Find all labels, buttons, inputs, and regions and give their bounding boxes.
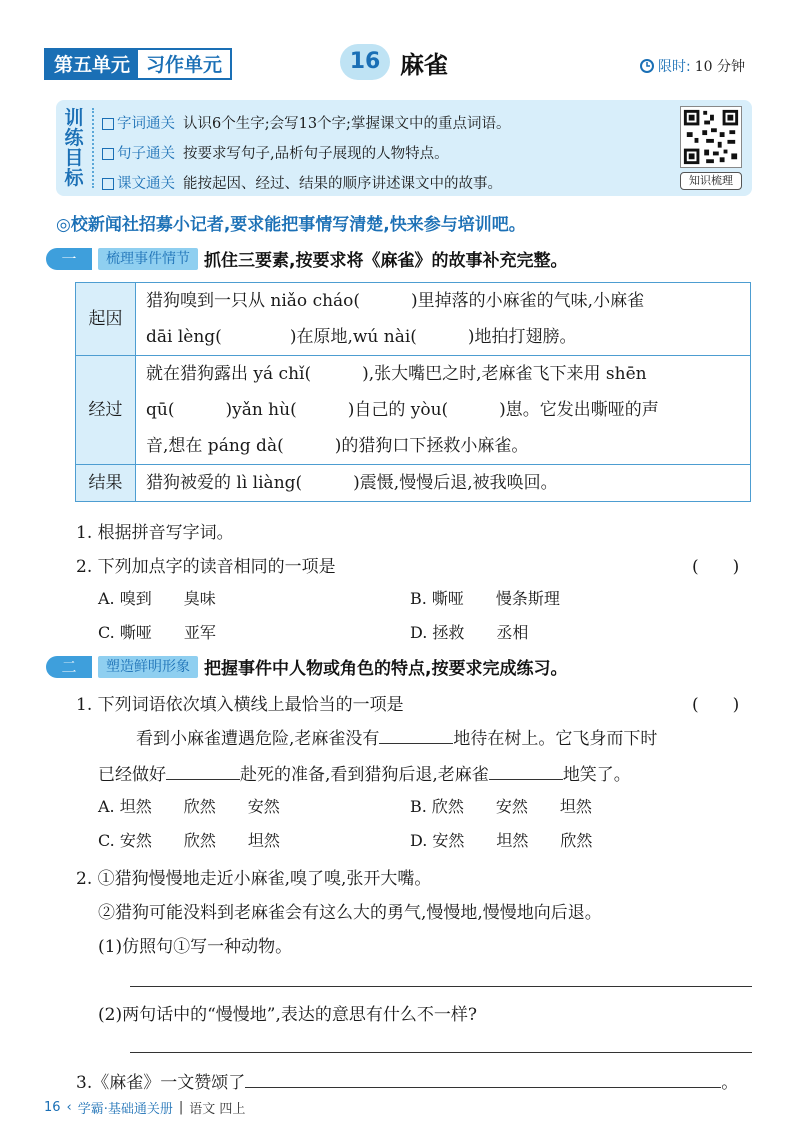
option-d[interactable]: D. 拯救 丞相 <box>410 623 529 642</box>
section-title: 抓住三要素,按要求将《麻雀》的故事补充完整。 <box>204 251 568 271</box>
training-label-char: 目 <box>64 147 84 169</box>
sub-question-1: (1)仿照句①写一种动物。 <box>98 937 293 957</box>
option-b[interactable]: B. 嘶哑 慢条斯理 <box>410 589 560 608</box>
question-2: 2. ①猎狗慢慢地走近小麻雀,嗅了嗅,张开大嘴。 <box>76 869 432 889</box>
page-title: 麻雀 <box>400 50 448 79</box>
row-line[interactable]: dāi lèng( )在原地,wú nài( )地拍打翅膀。 <box>146 327 577 347</box>
time-limit-value: 10 分钟 <box>694 59 745 75</box>
row-line[interactable]: 猎狗被爱的 lì liàng( )震慑,慢慢后退,被我唤回。 <box>146 473 558 493</box>
time-limit-label: 限时: <box>658 59 691 75</box>
goal-item <box>102 172 502 193</box>
row-line[interactable]: 音,想在 páng dà( )的猎狗口下拯救小麻雀。 <box>146 436 529 456</box>
goal-tag[interactable]: 字词通关 <box>102 112 175 133</box>
answer-line[interactable] <box>245 1070 721 1088</box>
divider <box>92 108 94 188</box>
lesson-number: 16 <box>340 44 390 80</box>
checkbox-icon[interactable] <box>102 148 114 160</box>
option-b[interactable]: B. 欣然 安然 坦然 <box>410 797 592 816</box>
passage-line: 看到小麻雀遭遇危险,老麻雀没有 地待在树上。它飞身而下时 <box>136 724 657 749</box>
section-number: 一 <box>46 248 92 270</box>
answer-line[interactable] <box>130 986 752 987</box>
section-tag: 塑造鲜明形象 <box>98 656 198 678</box>
question-2: 2. 下列加点字的读音相同的一项是 <box>76 557 336 577</box>
lesson-heading <box>340 44 448 80</box>
goal-text: 能按起因、经过、结果的顺序讲述课文中的故事。 <box>183 176 502 192</box>
qr-code-icon[interactable] <box>680 106 742 168</box>
row-header: 结果 <box>76 465 136 502</box>
goal-text: 按要求写句子,品析句子展现的人物特点。 <box>183 146 449 162</box>
goal-item <box>102 142 449 163</box>
training-goals <box>56 100 752 196</box>
footer <box>44 1098 245 1117</box>
goal-text: 认识6个生字;会写13个字;掌握课文中的重点词语。 <box>183 116 511 132</box>
row-line[interactable]: 就在猎狗露出 yá chǐ( ),张大嘴巴之时,老麻雀飞下来用 shēn <box>146 364 647 384</box>
chevron-left-icon: ‹ <box>66 1100 72 1115</box>
option-c[interactable]: C. 嘶哑 亚军 <box>98 623 216 642</box>
passage-line: 已经做好 赴死的准备,看到猎狗后退,老麻雀 地笑了。 <box>98 760 631 785</box>
row-content <box>136 356 751 465</box>
question-3: 3.《麻雀》一文赞颂了 。 <box>76 1068 738 1093</box>
qr-label: 知识梳理 <box>680 172 742 190</box>
fill-blank[interactable] <box>166 762 240 780</box>
option-d[interactable]: D. 安然 坦然 欣然 <box>410 831 593 850</box>
checkbox-icon[interactable] <box>102 118 114 130</box>
answer-paren[interactable]: ( ) <box>692 695 740 715</box>
story-table <box>75 282 751 502</box>
fill-blank[interactable] <box>379 726 453 744</box>
fill-blank[interactable] <box>489 762 563 780</box>
training-label-char: 练 <box>64 127 84 149</box>
training-label-char: 标 <box>64 167 84 189</box>
row-content <box>136 283 751 356</box>
subject-label: 语文 四上 <box>189 1102 246 1117</box>
timer-icon <box>640 59 654 73</box>
time-limit <box>640 56 745 76</box>
page-number: 16 <box>44 1100 61 1115</box>
announcement: ◎校新闻社招募小记者,要求能把事情写清楚,快来参与培训吧。 <box>56 215 526 235</box>
goal-tag[interactable]: 课文通关 <box>102 172 175 193</box>
option-a[interactable]: A. 嗅到 臭味 <box>98 589 216 608</box>
training-label <box>62 108 86 188</box>
training-label-char: 训 <box>64 107 84 129</box>
unit-badge <box>44 48 232 80</box>
row-line[interactable]: 猎狗嗅到一只从 niǎo cháo( )里掉落的小麻雀的气味,小麻雀 <box>146 291 645 311</box>
section-2-header <box>46 654 567 679</box>
divider: | <box>178 1100 184 1115</box>
unit-label: 第五单元 <box>46 50 138 78</box>
section-tag: 梳理事件情节 <box>98 248 198 270</box>
question-2-sentence: ②猎狗可能没料到老麻雀会有这么大的勇气,慢慢地,慢慢地向后退。 <box>98 903 602 923</box>
unit-type-label: 习作单元 <box>138 50 230 78</box>
checkbox-icon[interactable] <box>102 178 114 190</box>
table-row <box>76 283 751 356</box>
section-number: 二 <box>46 656 92 678</box>
question-1: 1. 根据拼音写字词。 <box>76 523 234 543</box>
goal-tag[interactable]: 句子通关 <box>102 142 175 163</box>
row-header: 起因 <box>76 283 136 356</box>
row-header: 经过 <box>76 356 136 465</box>
option-a[interactable]: A. 坦然 欣然 安然 <box>98 797 280 816</box>
row-line[interactable]: qū( )yǎn hù( )自己的 yòu( )崽。它发出嘶哑的声 <box>146 400 659 420</box>
table-row <box>76 356 751 465</box>
goal-item <box>102 112 510 133</box>
sub-question-2: (2)两句话中的“慢慢地”,表达的意思有什么不一样? <box>98 1005 477 1025</box>
option-c[interactable]: C. 安然 欣然 坦然 <box>98 831 280 850</box>
section-title: 把握事件中人物或角色的特点,按要求完成练习。 <box>204 659 568 679</box>
book-title: 学霸·基础通关册 <box>77 1102 173 1117</box>
question-1: 1. 下列词语依次填入横线上最恰当的一项是 <box>76 695 404 715</box>
row-content <box>136 465 751 502</box>
table-row <box>76 465 751 502</box>
section-1-header <box>46 246 567 271</box>
answer-line[interactable] <box>130 1052 752 1053</box>
answer-paren[interactable]: ( ) <box>692 557 740 577</box>
